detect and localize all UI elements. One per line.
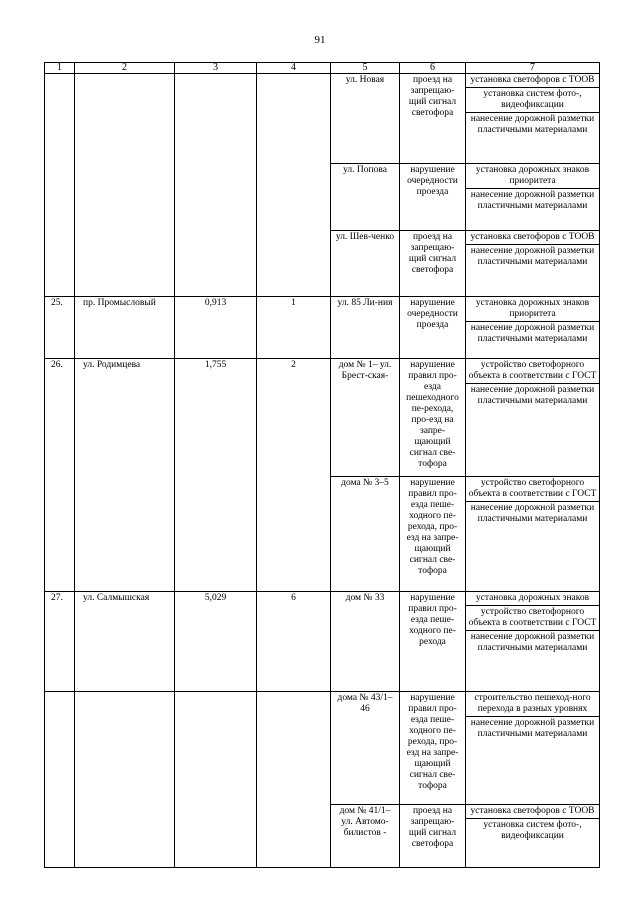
violation-type: нарушение правил про-езда пеше-ходного пе-рехода, про-езд на запре-щающий сигнал све-тофора (400, 477, 466, 592)
measures-table (44, 62, 600, 868)
location-count (257, 74, 331, 297)
street-name (75, 74, 175, 297)
table-row (45, 592, 600, 692)
measure-item: нанесение дорожной разметки пластичными материалами (470, 114, 595, 135)
location: ул. Шев-ченко (331, 231, 400, 297)
measures-cell (466, 231, 600, 297)
violation-type: проезд на запрещаю-щий сигнал светофора (400, 74, 466, 164)
measure-item: устройство светофорного объекта в соответствии с ГОСТ (466, 477, 599, 502)
measure-item: нанесение дорожной разметки пластичными материалами (470, 718, 595, 739)
violation-type: нарушение очередности проезда (400, 297, 466, 359)
violation-type: нарушение правил про-езда пеше-ходного пе-рехода, про-езд на запре-щающий сигнал све-тофора (400, 692, 466, 805)
location: дома № 43/1–46 (331, 692, 400, 805)
measure-item: нанесение дорожной разметки пластичными материалами (470, 323, 595, 344)
street-length (175, 692, 257, 868)
violation-type: проезд на запрещаю-щий сигнал светофора (400, 231, 466, 297)
table-row (45, 359, 600, 477)
street-name: пр. Промысловый (75, 297, 175, 359)
measure-item: установка светофоров с ТООВ (466, 231, 599, 245)
measure-item: установка светофоров с ТООВ (466, 74, 599, 88)
location: дом № 1– ул. Брест-ская- (331, 359, 400, 477)
row-number (45, 74, 75, 297)
header-col-4: 4 (257, 63, 331, 74)
header-col-6: 6 (400, 63, 466, 74)
violation-type: проезд на запрещаю-щий сигнал светофора (400, 805, 466, 868)
table-row (45, 297, 600, 359)
header-col-1: 1 (45, 63, 75, 74)
header-col-2: 2 (75, 63, 175, 74)
table-row (45, 74, 600, 164)
location-count: 1 (257, 297, 331, 359)
street-length (175, 74, 257, 297)
measures-cell (466, 477, 600, 592)
measures-cell (466, 164, 600, 231)
measure-item: установка систем фото-, видеофиксации (466, 88, 599, 113)
row-number: 26. (45, 359, 75, 592)
table-header-row (45, 63, 600, 74)
measure-item: нанесение дорожной разметки пластичными материалами (470, 503, 595, 524)
measures-cell (466, 297, 600, 359)
measure-item: нанесение дорожной разметки пластичными материалами (470, 385, 595, 406)
measure-item: установка дорожных знаков приоритета (466, 164, 599, 189)
header-col-3: 3 (175, 63, 257, 74)
header-col-7: 7 (466, 63, 600, 74)
measure-item: устройство светофорного объекта в соответствии с ГОСТ (466, 359, 599, 384)
location: ул. Попова (331, 164, 400, 231)
street-length: 0,913 (175, 297, 257, 359)
header-col-5: 5 (331, 63, 400, 74)
measure-item: нанесение дорожной разметки пластичными материалами (470, 190, 595, 211)
location-count: 6 (257, 592, 331, 692)
measures-cell (466, 592, 600, 692)
measure-item: нанесение дорожной разметки пластичными материалами (470, 632, 595, 653)
measure-item: установка дорожных знаков (466, 592, 599, 606)
measure-item: установка светофоров с ТООВ (466, 805, 599, 819)
measure-item: устройство светофорного объекта в соответствии с ГОСТ (466, 606, 599, 631)
table-row (45, 692, 600, 805)
measure-item: установка дорожных знаков приоритета (466, 297, 599, 322)
street-length: 5,029 (175, 592, 257, 692)
location: ул. 85 Ли-ния (331, 297, 400, 359)
violation-type: нарушение очередности проезда (400, 164, 466, 231)
location: дом № 33 (331, 592, 400, 692)
street-name (75, 692, 175, 868)
measure-item: установка систем фото-, видеофиксации (483, 820, 582, 841)
row-number: 27. (45, 592, 75, 692)
measure-item: нанесение дорожной разметки пластичными материалами (470, 246, 595, 267)
measures-cell (466, 805, 600, 868)
location: дом № 41/1– ул. Автомо-билистов - (331, 805, 400, 868)
violation-type: нарушение правил про-езда пешеходного пе-рехода, про-езд на запре-щающий сигнал све-тофора (400, 359, 466, 477)
location: ул. Новая (331, 74, 400, 164)
measures-cell (466, 359, 600, 477)
page-number: 91 (314, 34, 326, 46)
measures-cell (466, 692, 600, 805)
location-count (257, 692, 331, 868)
location: дома № 3–5 (331, 477, 400, 592)
measure-item: строительство пешеход-ного перехода в разных уровнях (466, 692, 599, 717)
violation-type: нарушение правил про-езда пеше-ходного пе-рехода (400, 592, 466, 692)
location-count: 2 (257, 359, 331, 592)
row-number (45, 692, 75, 868)
row-number: 25. (45, 297, 75, 359)
street-length: 1,755 (175, 359, 257, 592)
measures-cell (466, 74, 600, 164)
street-name: ул. Салмышская (75, 592, 175, 692)
street-name: ул. Родимцева (75, 359, 175, 592)
